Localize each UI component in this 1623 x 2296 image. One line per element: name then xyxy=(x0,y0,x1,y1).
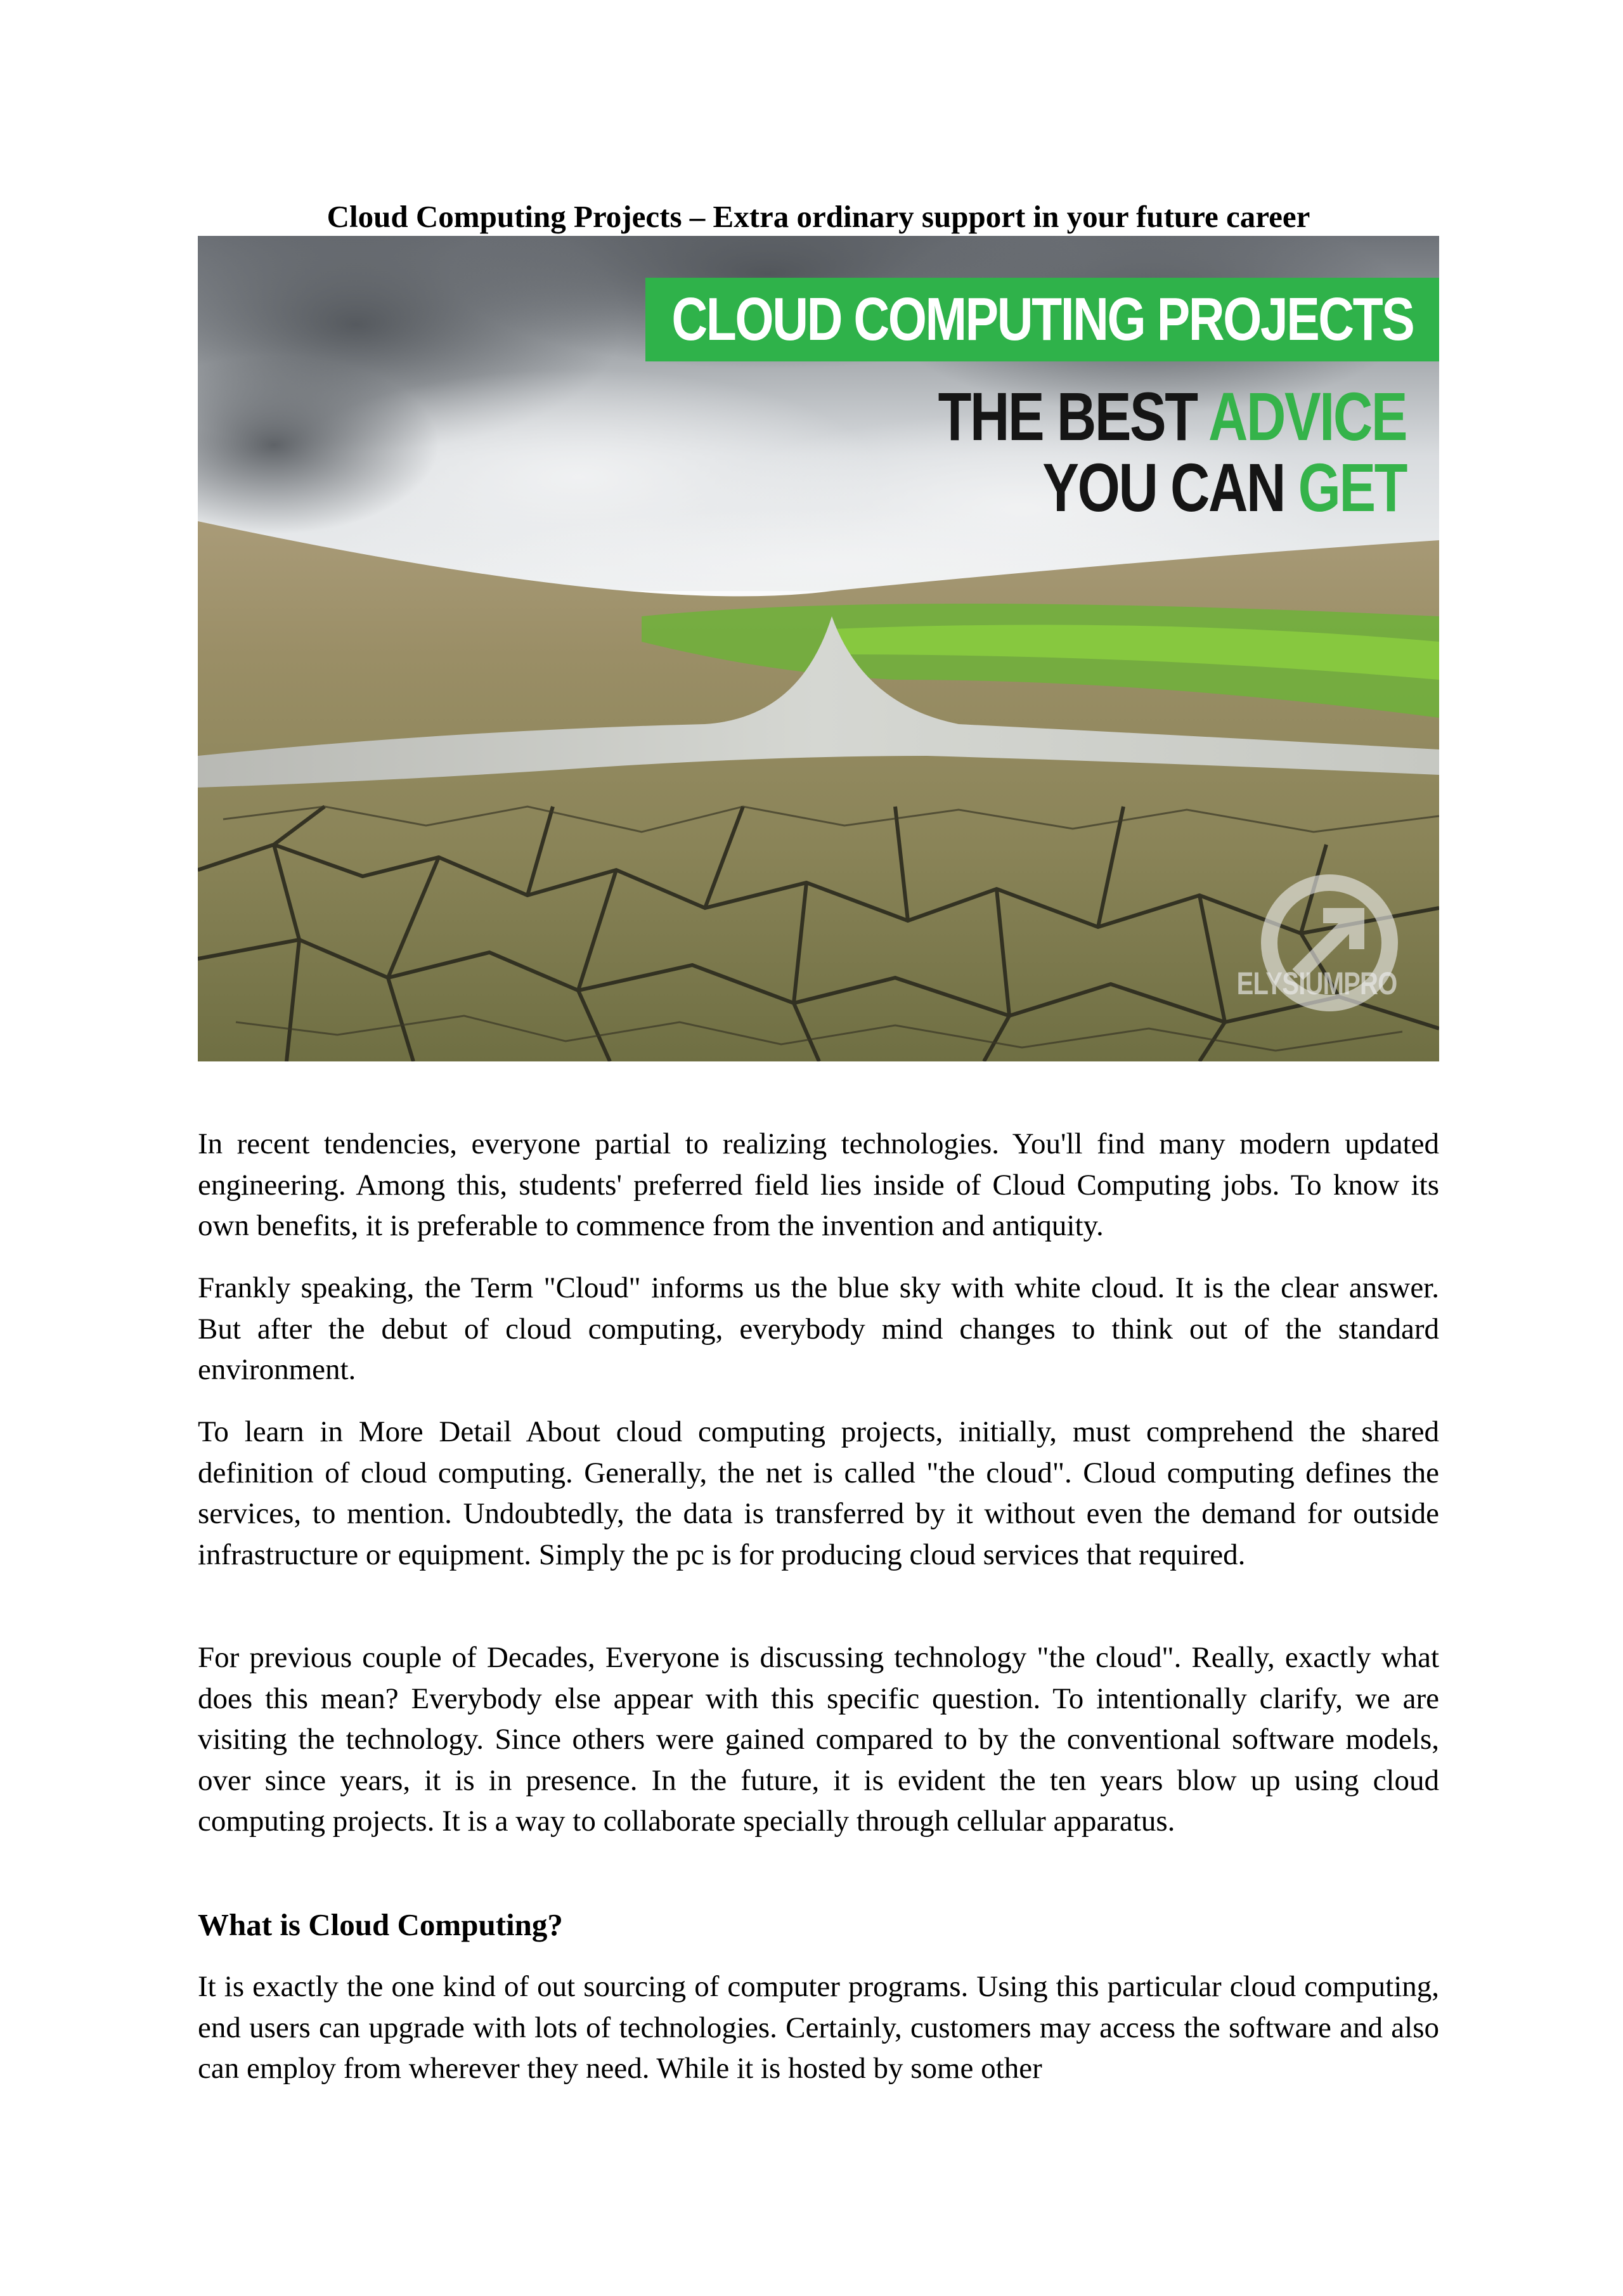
watermark-text: ELYSIUMPRO xyxy=(1236,966,1397,1001)
paragraph-2-text: Frankly speaking, the Term "Cloud" informs us the blue sky with white cloud. It is the clear answer. But after the debut of cloud computing, everybody mind changes to think out of the standard environment. xyxy=(198,1271,1439,1386)
banner-green-bar-text: CLOUD COMPUTING PROJECTS xyxy=(671,285,1413,353)
elysiumpro-logo-icon xyxy=(1244,857,1415,1028)
banner-headline-2-green: GET xyxy=(1298,449,1406,526)
paragraph-4 xyxy=(198,1637,1439,1842)
paragraph-5-text: It is exactly the one kind of out sourcing of computer programs. Using this particular cloud computing, end users can upgrade with lots of technologies. Certainly, customers may access the software and also can employ from wherever they need. While it is hosted by some other xyxy=(198,1970,1439,2085)
paragraph-5 xyxy=(198,1966,1439,2089)
banner-headline-line-2 xyxy=(1042,448,1406,527)
paragraph-3 xyxy=(198,1411,1439,1575)
banner-headline-line-1 xyxy=(938,377,1406,456)
page-title: Cloud Computing Projects – Extra ordinary support in your future career xyxy=(327,199,1310,234)
banner-headline-2-dark: YOU CAN xyxy=(1042,449,1298,526)
paragraph-4-text: For previous couple of Decades, Everyone is discussing technology "the cloud". Really, exactly what does this mean? Everybody else appear with this specific question. To intentionally clarify, we are visiting the technology. Since others were gained compared to by the conventional software models, over since years, it is in presence. In the future, it is evident the ten years blow up using cloud computing projects. It is a way to collaborate specially through cellular apparatus. xyxy=(198,1641,1439,1838)
banner-green-bar xyxy=(645,278,1439,361)
paragraph-1 xyxy=(198,1124,1439,1247)
section-heading: What is Cloud Computing? xyxy=(198,1907,563,1942)
banner-headline-1-green: ADVICE xyxy=(1208,378,1406,455)
paragraph-1-text: In recent tendencies, everyone partial to realizing technologies. You'll find many modern updated engineering. Among this, students' preferred field lies inside of Cloud Computing jobs. To know its own benefits, it is preferable to commence from the invention and antiquity. xyxy=(198,1127,1439,1242)
paragraph-2 xyxy=(198,1268,1439,1391)
paragraph-3-text: To learn in More Detail About cloud computing projects, initially, must comprehend the shared definition of cloud computing. Generally, the net is called "the cloud". Cloud computing defines the services, to mention. Undoubtedly, the data is transferred by it without even the demand for outside infrastructure or equipment. Simply the pc is for producing cloud services that required. xyxy=(198,1415,1439,1571)
banner-headline-1-dark: THE BEST xyxy=(938,378,1208,455)
banner-image xyxy=(198,236,1439,1061)
